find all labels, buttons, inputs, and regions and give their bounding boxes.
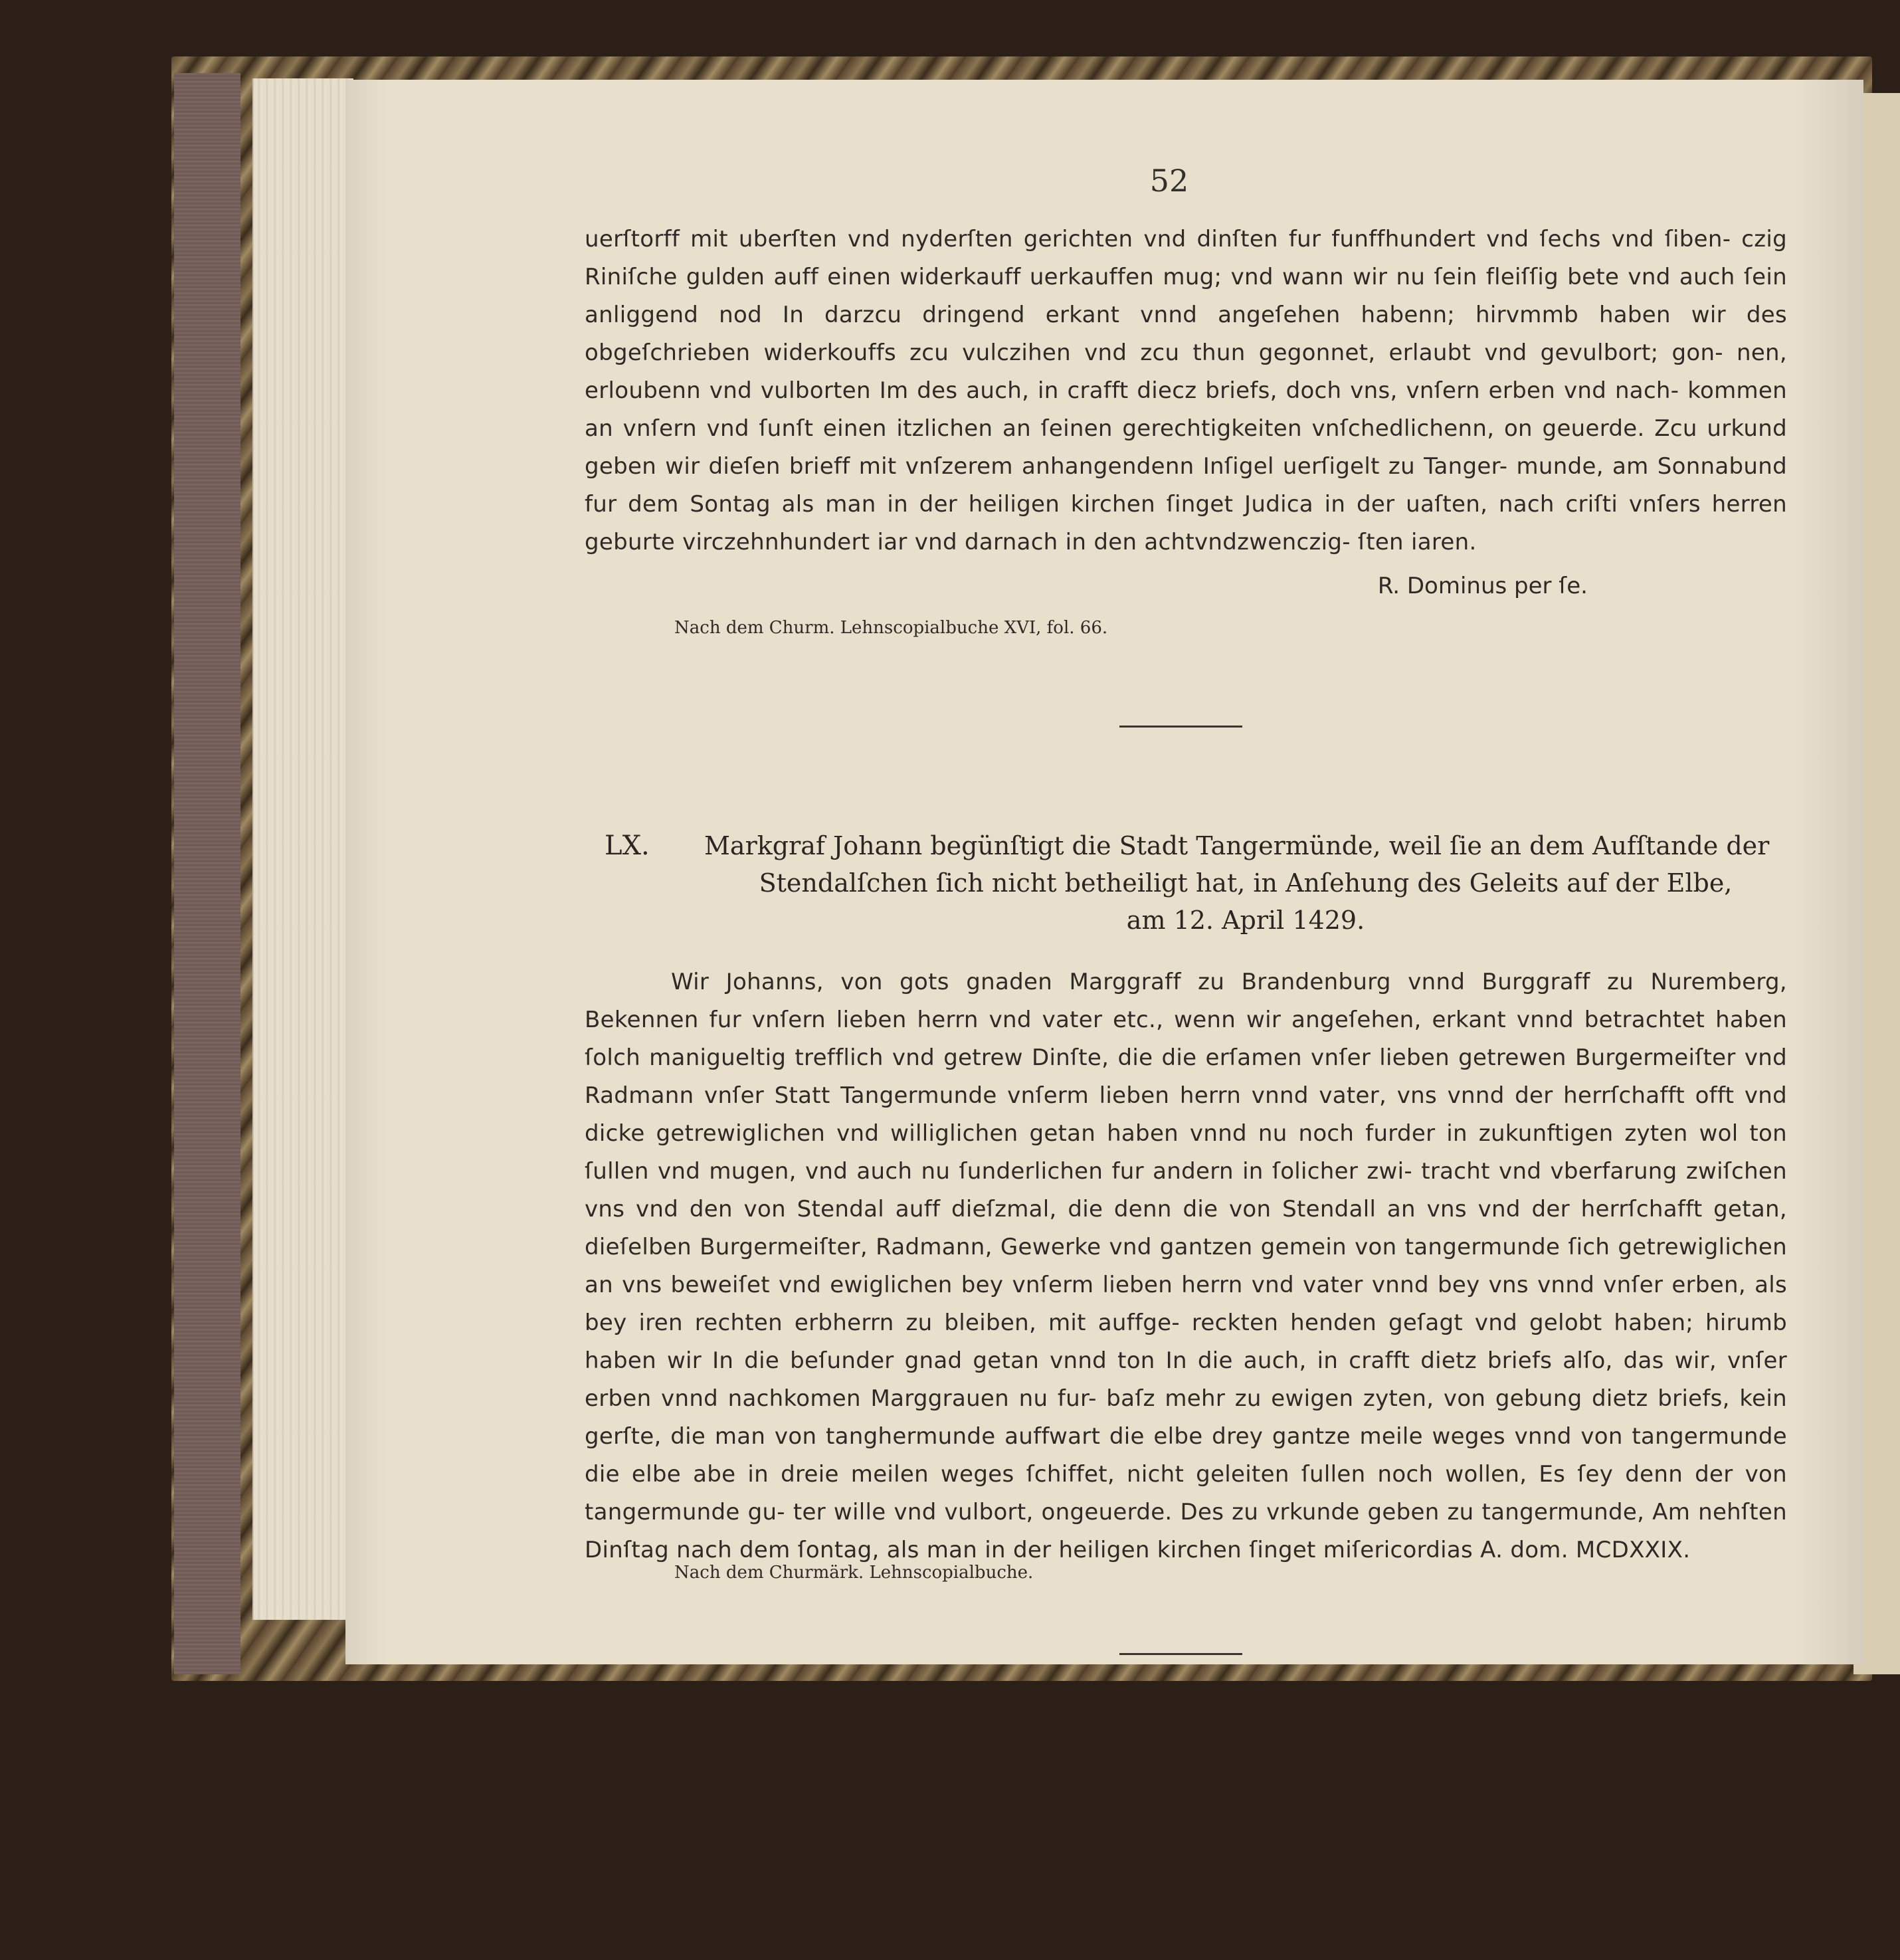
document-2-body-text: Wir Johanns, von gots gnaden Marggraff zu Brandenburg vnnd Burggraff zu Nuremberg, Bekennen fur vnſern lieben herrn vnd vater etc., wenn wir angeſehen, erkant vnnd betrachtet haben ſolch manigueltig trefflich vnd getrew Dinſte, die die erſamen vnſer lieben getrewen Burgermeiſter vnd Radmann vnſer Statt Tangermunde vnſerm lieben herrn vnnd vater, vns vnnd der herrſchafft offt vnd dicke getrewiglichen vnd williglichen getan haben vnnd nu noch furder in zukunftigen zyten wol ton ſullen vnd mugen, vnd auch nu ſunderlichen fur andern in ſolicher zwi- tracht vnd vberfarung zwiſchen vns vnd den von Stendal auff dieſzmal, die denn die von Stendall an vns vnd der herrſchafft getan, dieſelben Burgermeiſter, Radmann, Gewerke vnd gantzen gemein von tangermunde ſich getrewiglichen an vns beweiſet vnd ewiglichen bey vnſerm lieben herrn vnd vater vnnd bey vns vnnd vnſer erben, als bey iren rechten erbherrn zu bleiben, mit auffge- reckten henden geſagt vnd gelobt haben; hirumb haben wir In die beſunder gnad getan vnnd ton In die auch, in crafft dietz briefs alſo, das wir, vnſer erben vnnd nachkomen Marggrauen nu fur- baſz mehr zu ewigen zyten, von gebung dietz briefs, kein gerſte, die man von tanghermunde auffwart die elbe drey gantze meile weges vnnd von tangermunde die elbe abe in dreie meilen weges ſchiffet, nicht geleiten ſullen noch wollen, Es ſey denn der von tangermunde gu- ter wille vnd vulbort, ongeuerde. Des zu vrkunde geben zu tangermunde, Am nehſten Dinſtag nach dem ſontag, als man in der heiligen kirchen ſinget miſericordias A. dom. MCDXXIX. <box>585 969 1787 1563</box>
document-2-heading-line-1: Markgraf Johann begünſtigt die Stadt Tangermünde, weil ſie an dem Aufſtande der <box>704 831 1770 860</box>
document-2-source-note: Nach dem Churmärk. Lehnscopialbuche. <box>674 1563 1034 1583</box>
document-2-heading-line-2: Stendalſchen ſich nicht betheiligt hat, in Anſehung des Geleits auf der Elbe, <box>759 868 1733 898</box>
section-divider-bottom <box>1119 1653 1242 1655</box>
section-divider <box>1119 726 1242 728</box>
document-1-source-note: Nach dem Churm. Lehnscopialbuche XVI, fol. 66. <box>674 618 1108 638</box>
page-number: 52 <box>1149 163 1189 199</box>
document-1-signature: R. Dominus per ſe. <box>1377 573 1588 599</box>
document-2-heading-date: am 12. April 1429. <box>1126 906 1365 935</box>
document-2-number: LX. <box>605 831 650 861</box>
document-1-body: uerſtorff mit uberſten vnd nyderſten gerichten vnd dinſten fur funffhundert vnd ſechs vnd ſiben- czig Riniſche gulden auff einen widerkauff uerkauffen mug; vnd wann wir nu ſein fleiſſig bete vnd auch ſein anliggend nod In darzcu dringend erkant vnnd angeſehen habenn; hirvmmb haben wir des obgeſchrieben widerkouffs zcu vulczihen vnd zcu thun gegonnet, erlaubt vnd gevulbort; gon- nen, erloubenn vnd vulborten Im des auch, in crafft diecz briefs, doch vns, vnſern erben vnd nach- kommen an vnſern vnd ſunſt einen itzlichen an ſeinen gerechtigkeiten vnſchedlichenn, on geuerde. Zcu urkund geben wir dieſen brieff mit vnſzerem anhangendenn Inſigel uerſigelt zu Tanger- munde, am Sonnabund fur dem Sontag als man in der heiligen kirchen ſinget Judica in der uaſten, nach criſti vnſers herren geburte virczehnhundert iar vnd darnach in den achtvndzwenczig- ſten iaren. <box>585 226 1787 555</box>
page-stack-edges <box>252 78 353 1620</box>
document-2-body <box>585 963 1787 1569</box>
book-spine-cloth <box>174 73 240 1674</box>
